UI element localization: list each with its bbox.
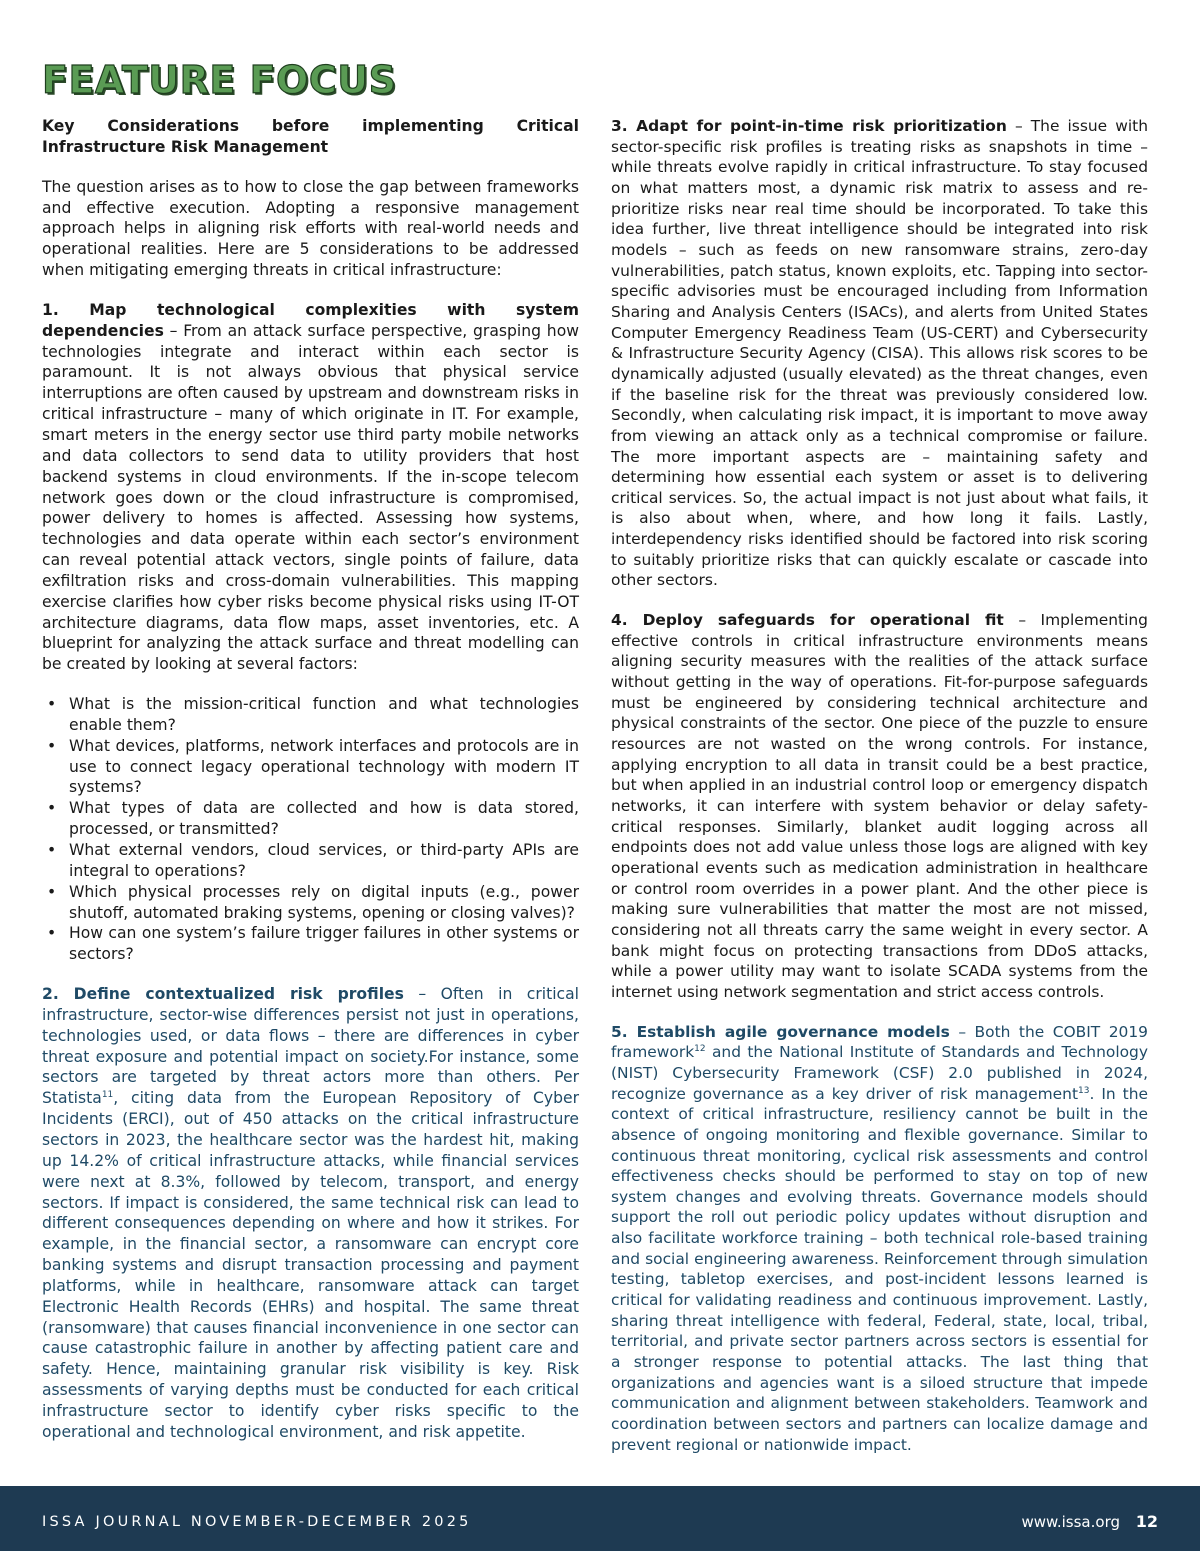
left-column — [42, 116, 579, 1462]
section-4-paragraph — [611, 610, 1148, 1002]
footnote-ref-13: 13 — [1078, 1085, 1090, 1096]
list-item: • What types of data are collected and how is data stored, processed, or transmitted? — [69, 798, 579, 840]
section-4-title: 4. Deploy safeguards for operational fit — [611, 611, 1004, 630]
journal-name: ISSA JOURNAL NOVEMBER-DECEMBER 2025 — [42, 1514, 472, 1530]
section-heading: Key Considerations before implementing Critical Infrastructure Risk Management — [42, 117, 579, 156]
list-item: • What is the mission-critical function and what technologies enable them? — [69, 694, 579, 736]
section-2-body-b: , citing data from the European Repository of Cyber Incidents (ERCI), out of 450 attacks on the critical infrastructure sectors in 2023, the healthcare sector was the hardest hit, making up 14.2% of critical infrastructure attacks, while financial services were next at 8.3%, followed by telecom, transport, and energy sectors. If impact is considered, the same technical risk can lead to different consequences depending on where and how it strikes. For example, in the financial sector, a ransomware can encrypt core banking systems and disrupt transaction processing and payment platforms, while in healthcare, ransomware attack can target Electronic Health Records (EHRs) and hospital. The same threat (ransomware) that causes financial inconvenience in one sector can cause catastrophic failure in another by affecting patient care and safety. Hence, maintaining granular risk visibility is key. Risk assessments of varying depths must be conducted for each critical infrastructure sector to identify cyber risks specific to the operational and technological environment, and risk appetite. — [42, 1089, 579, 1441]
section-3-title: 3. Adapt for point-in-time risk prioritization — [611, 117, 1007, 135]
section-4-body: – Implementing effective controls in critical infrastructure environments means aligning security measures with the realities of the attack surface without getting in the way of operations. Fit-for-purpose safeguards must be engineered by considering technical architecture and physical constraints of the sector. One piece of the puzzle to ensure resources are not wasted on the wrong controls. For instance, applying encryption to all data in transit could be a best practice, but when applied in an industrial control loop or emergency dispatch networks, it can interfere with system behavior or delay safety-critical responses. Similarly, blanket audit logging across all endpoints does not add value unless those logs are aligned with key operational events such as medication administration in healthcare or control room overrides in a power plant. And the other piece is making sure vulnerabilities that matter the most are not missed, considering not all threats carry the same weight in every sector. A bank might focus on protecting transactions from DDoS attacks, while a power utility may want to isolate SCADA systems from the internet using network segmentation and strict access controls. — [611, 611, 1148, 1001]
right-column — [611, 116, 1148, 1474]
page-footer — [0, 1486, 1200, 1551]
section-2-body-a: – Often in critical infrastructure, sector-wise differences persist not just in operations, technologies used, or data flows – there are differences in cyber threat exposure and potential impact on society.For instance, some sectors are targeted by threat actors more than others. Per Statista — [42, 985, 579, 1108]
section-1-paragraph — [42, 300, 579, 675]
footnote-ref-11: 11 — [101, 1090, 114, 1101]
list-item: • What external vendors, cloud services, or third-party APIs are integral to operations? — [69, 840, 579, 882]
section-1-title: 1. Map technological complexities with system dependencies — [42, 300, 579, 340]
intro-paragraph: The question arises as to how to close the gap between frameworks and effective execution. Adopting a responsive management approach helps in aligning risk efforts with real-world needs and operational realities. Here are 5 considerations to be addressed when mitigating emerging threats in critical infrastructure: — [42, 177, 579, 280]
factor-list — [42, 694, 579, 965]
section-2-paragraph — [42, 984, 579, 1443]
section-5-body-b: and the National Institute of Standards and Technology (NIST) Cybersecurity Framework (CSF) 2.0 published in 2024, recognize governance as a key driver of risk management — [611, 1043, 1148, 1103]
section-1-body: – From an attack surface perspective, grasping how technologies integrate and interact within each sector is paramount. It is not always obvious that physical service interruptions are often caused by upstream and downstream risks in critical infrastructure – many of which originate in IT. For example, smart meters in the energy sector use third party mobile networks and data collectors to send data to utility providers that host backend systems in cloud environments. If the in-scope telecom network goes down or the cloud infrastructure is compromised, power delivery to homes is affected. Assessing how systems, technologies and data operate within each sector’s environment can reveal potential attack vectors, single points of failure, data exfiltration risks and cross-domain vulnerabilities. This mapping exercise clarifies how cyber risks become physical risks using IT-OT architecture diagrams, data flow maps, asset inventories, etc. A blueprint for analyzing the attack surface and threat modelling can be created by looking at several factors: — [42, 321, 579, 674]
page-number: 12 — [1135, 1512, 1158, 1531]
section-5-body-a: – Both the COBIT 2019 framework — [611, 1022, 1148, 1062]
website-link[interactable]: www.issa.org — [1021, 1513, 1120, 1531]
footnote-ref-12: 12 — [694, 1044, 706, 1055]
list-item: • Which physical processes rely on digital inputs (e.g., power shutoff, automated braking systems, opening or closing valves)? — [69, 882, 579, 924]
section-2-title: 2. Define contextualized risk profiles — [42, 985, 404, 1004]
page-title: FEATURE FOCUS — [42, 58, 397, 102]
section-5-paragraph — [611, 1022, 1148, 1456]
section-5-body-c: . In the context of critical infrastructure, resiliency cannot be built in the absence of ongoing monitoring and flexible governance. Similar to continuous threat monitoring, cyclical risk assessments and control effectiveness checks should be performed to stay on top of new system changes and evolving threats. Governance models should support the roll out periodic policy updates without disruption and also facilitate workforce training – both technical role-based training and social engineering awareness. Reinforcement through simulation testing, tabletop exercises, and post-incident lessons learned is critical for validating readiness and continuous improvement. Lastly, sharing threat intelligence with federal, Federal, state, local, tribal, territorial, and private sector partners across sectors is essential for a stronger response to potential attacks. The last thing that organizations and agencies want is a siloed structure that impede communication and alignment between stakeholders. Teamwork and coordination between sectors and partners can localize damage and prevent regional or nationwide impact. — [611, 1084, 1148, 1454]
section-3-body: – The issue with sector-specific risk profiles is treating risks as snapshots in time – while threats evolve rapidly in critical infrastructure. To stay focused on what matters most, a dynamic risk matrix to assess and re-prioritize risks near real time should be incorporated. To take this idea further, live threat intelligence should be integrated into risk models – such as feeds on new ransomware strains, zero-day vulnerabilities, patch status, known exploits, etc. Tapping into sector-specific advisories must be encouraged including from Information Sharing and Analysis Centers (ISACs), and alerts from United States Computer Emergency Readiness Team (US-CERT) and Cybersecurity & Infrastructure Security Agency (CISA). This allows risk scores to be dynamically adjusted (usually elevated) as the threat changes, even if the baseline risk for the threat was previously considered low. Secondly, when calculating risk impact, it is important to move away from viewing an attack only as a technical compromise or failure. The more important aspects are – maintaining safety and determining how essential each system or asset is to delivering critical services. So, the actual impact is not just about what fails, it is also about when, where, and how long it fails. Lastly, interdependency risks identified should be factored into risk scoring to suitably prioritize risks that can quickly escalate or cascade into other sectors. — [611, 117, 1148, 590]
list-item: • What devices, platforms, network interfaces and protocols are in use to connect legacy operational technology with modern IT systems? — [69, 736, 579, 799]
list-item: • How can one system’s failure trigger failures in other systems or sectors? — [69, 923, 579, 965]
section-5-title: 5. Establish agile governance models — [611, 1022, 950, 1041]
section-3-paragraph — [611, 116, 1148, 591]
